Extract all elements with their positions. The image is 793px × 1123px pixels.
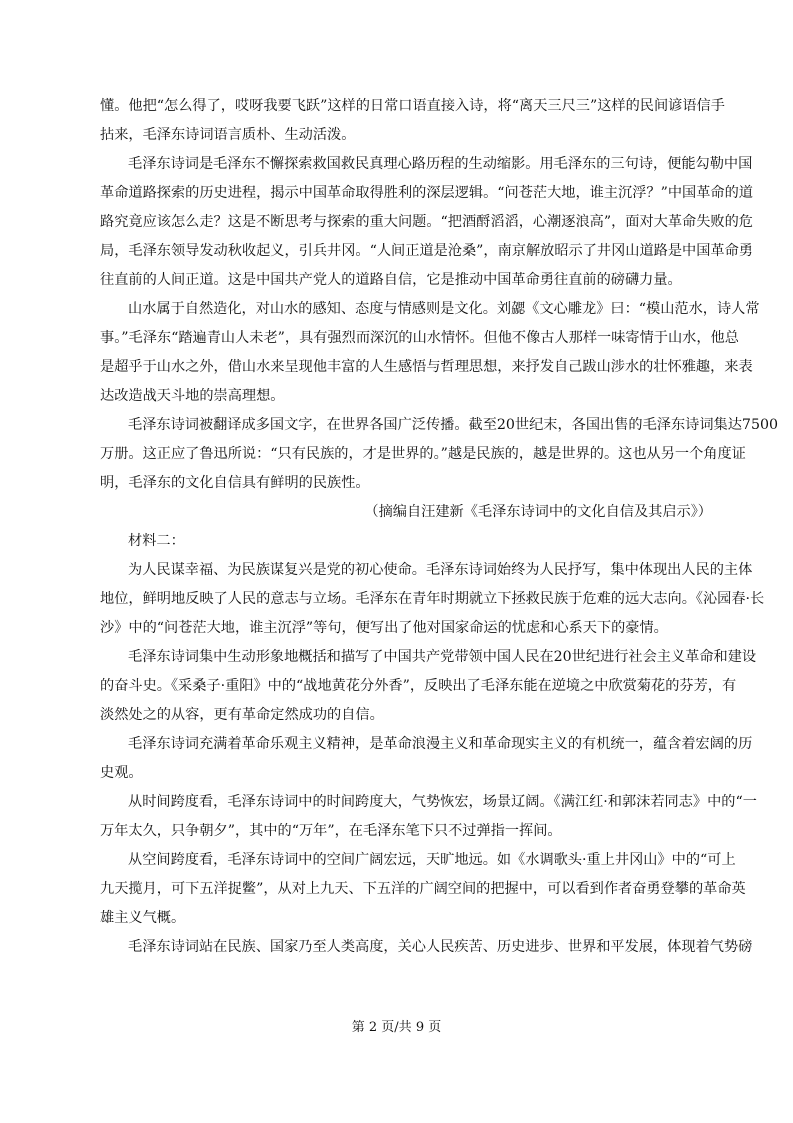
text-line: 毛泽东诗词是毛泽东不懈探索救国救民真理心路历程的生动缩影。用毛泽东的三句诗，便能勾勒中国	[128, 156, 753, 172]
text-line: 淡然处之的从容，更有革命定然成功的自信。	[100, 707, 384, 723]
paragraph	[100, 933, 753, 962]
text-line: 路究竟应该怎么走？这是不断思考与探索的重大问题。“把酒酹滔滔，心潮逐浪高”，面对大革命失败的危	[100, 214, 753, 230]
text-line: 毛泽东诗词站在民族、国家乃至人类高度，关心人民疾苦、历史进步、世界和平发展，体现着气势磅	[128, 939, 753, 955]
text-line: 懂。他把“怎么得了，哎呀我要飞跃”这样的日常口语直接入诗，将“离天三尺三”这样的民间谚语信手	[100, 98, 725, 114]
source-note: （摘编自汪建新《毛泽东诗词中的文化自信及其启示》）	[364, 504, 712, 520]
paragraph	[100, 295, 760, 411]
paragraph	[100, 730, 753, 788]
text-line: 毛泽东诗词充满着革命乐观主义精神，是革命浪漫主义和革命现实主义的有机统一，蕴含着宏阔的历	[128, 736, 753, 752]
text-line: 往直前的人间正道。这是中国共产党人的道路自信，它是推动中国革命勇往直前的磅礴力量。	[100, 272, 682, 288]
text-line: 是超乎于山水之外，借山水来呈现他丰富的人生感悟与哲理思想，来抒发自己跋山涉水的壮怀雅趣，来表	[100, 359, 753, 375]
text-line: 从空间跨度看，毛泽东诗词中的空间广阔宏远，天旷地远。如《水调歌头·重上井冈山》中的“可上	[128, 852, 736, 868]
paragraph	[100, 92, 725, 150]
text-line: 毛泽东诗词集中生动形象地概括和描写了中国共产党带领中国人民在20世纪进行社会主义革命和建设	[128, 649, 757, 665]
text-line: 九天揽月，可下五洋捉鳖”，从对上九天、下五洋的广阔空间的把握中，可以看到作者奋勇登攀的革命英	[100, 881, 746, 897]
paragraph	[100, 556, 765, 643]
text-line: 局，毛泽东领导发动秋收起义，引兵井冈。“人间正道是沧桑”，南京解放昭示了井冈山道路是中国革命勇	[100, 243, 753, 259]
text-line: 万年太久，只争朝夕”，其中的“万年”，在毛泽东笔下只不过弹指一挥间。	[100, 823, 562, 839]
text-line: 明，毛泽东的文化自信具有鲜明的民族性。	[100, 475, 370, 491]
text-line: 毛泽东诗词被翻译成多国文字，在世界各国广泛传播。截至20世纪末，各国出售的毛泽东诗词集达7500	[128, 417, 779, 433]
text-line: 达改造战天斗地的崇高理想。	[100, 388, 285, 404]
material-heading: 材料二：	[128, 533, 185, 549]
text-line: 革命道路探索的历史进程，揭示中国革命取得胜利的深层逻辑。“问苍茫大地，谁主沉浮？”中国革命的道	[100, 185, 753, 201]
text-line: 雄主义气概。	[100, 910, 186, 926]
text-line: 万册。这正应了鲁迅所说：“只有民族的，才是世界的。”越是民族的，越是世界的。这也从另一个角度证	[100, 446, 746, 462]
paragraph	[100, 150, 753, 295]
text-line: 山水属于自然造化，对山水的感知、态度与情感则是文化。刘勰《文心雕龙》曰：“模山范水，诗人常	[128, 301, 760, 317]
text-line: 事。”毛泽东“踏遍青山人未老”，具有强烈而深沉的山水情怀。但他不像古人那样一味寄情于山水，他总	[100, 330, 739, 346]
paragraph	[100, 846, 746, 933]
text-line: 拈来，毛泽东诗词语言质朴、生动活泼。	[100, 127, 356, 143]
page-footer: 第 2 页/共 9 页	[351, 1020, 442, 1035]
text-line: 史观。	[100, 765, 143, 781]
paragraph	[100, 643, 757, 730]
paragraph	[100, 788, 757, 846]
text-line: 为人民谋幸福、为民族谋复兴是党的初心使命。毛泽东诗词始终为人民抒写，集中体现出人民的主体	[128, 562, 753, 578]
text-line: 沙》中的“问苍茫大地，谁主沉浮”等句，便写出了他对国家命运的忧虑和心系天下的豪情。	[100, 620, 668, 636]
text-line: 从时间跨度看，毛泽东诗词中的时间跨度大，气势恢宏，场景辽阔。《满江红·和郭沫若同志》中的“一	[128, 794, 757, 810]
text-line: 的奋斗史。《采桑子·重阳》中的“战地黄花分外香”，反映出了毛泽东能在逆境之中欣赏菊花的芬芳，有	[100, 678, 737, 694]
article-body	[100, 92, 779, 962]
paragraph	[100, 411, 779, 498]
text-line: 地位，鲜明地反映了人民的意志与立场。毛泽东在青年时期就立下拯救民族于危难的远大志向。《沁园春·长	[100, 591, 765, 607]
